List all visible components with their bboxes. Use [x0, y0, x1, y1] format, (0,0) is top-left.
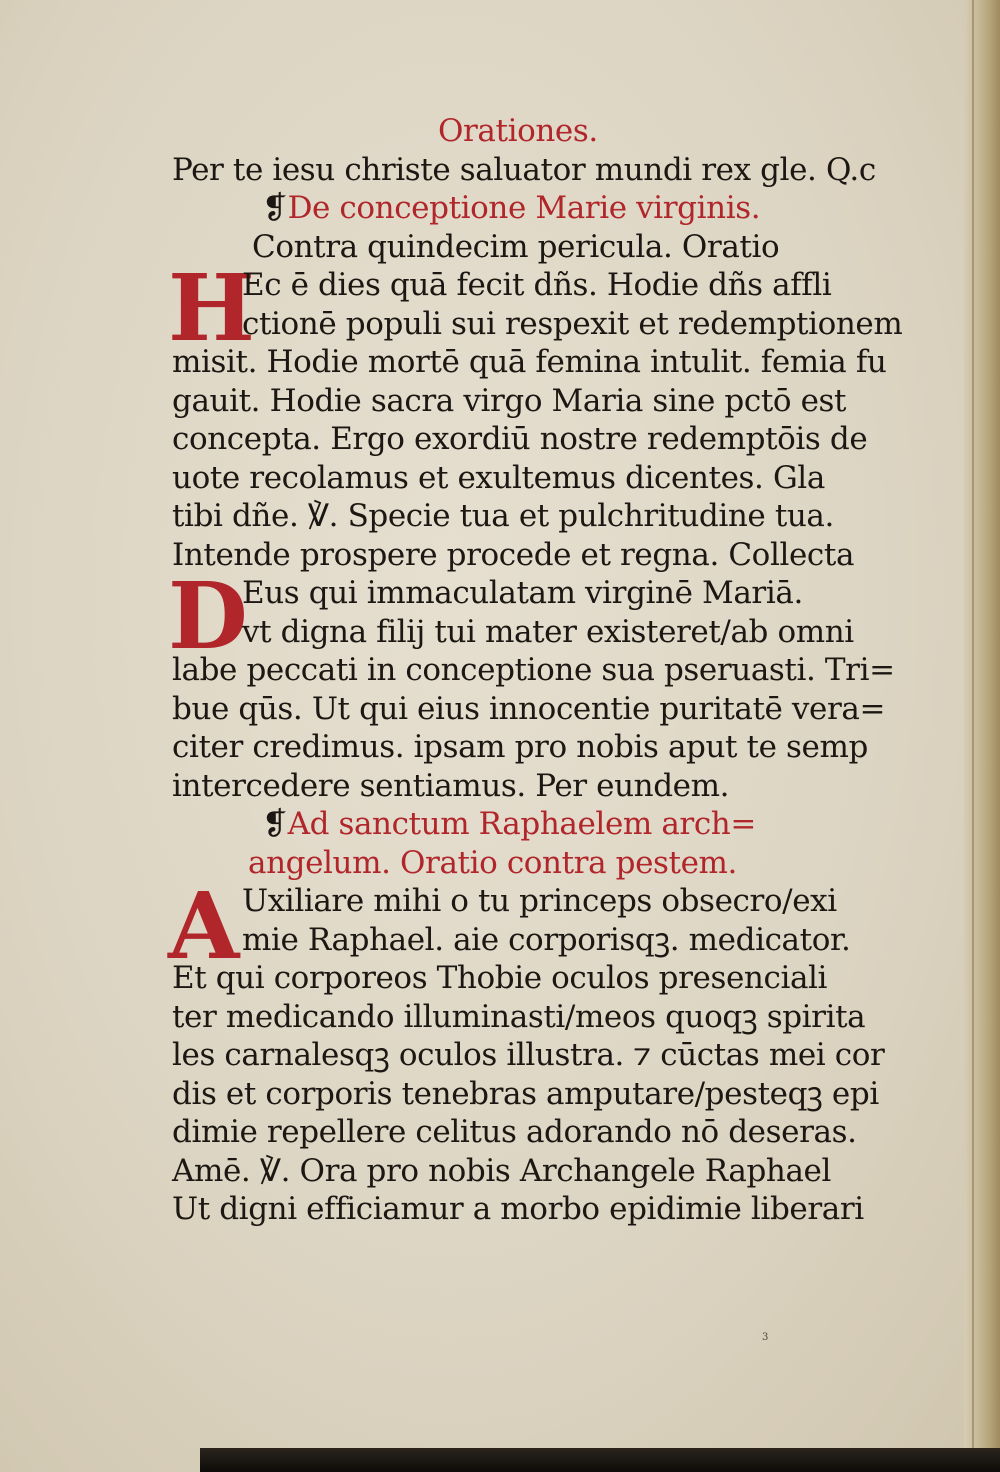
- text-line: mie Raphael. aie corporisqꝫ. medicator.: [242, 921, 851, 958]
- rubric-heading-cont: angelum. Oratio contra pestem.: [248, 844, 737, 881]
- text-line: les carnalesqꝫ oculos illustra. ⁊ cūctas mei cor: [172, 1037, 885, 1073]
- pilcrow-icon: ❡: [262, 190, 288, 226]
- text-line: intercedere sentiamus. Per eundem.: [172, 767, 730, 804]
- text-line: Ec ē dies quā fecit dñs. Hodie dñs affli: [242, 267, 832, 303]
- text-line: bue qūs. Ut qui eius innocentie puritatē vera=: [172, 690, 886, 727]
- page-mark: 3: [762, 1332, 769, 1343]
- rubric-text: Ad sanctum Raphaelem arch=: [287, 806, 756, 842]
- text-line: ter medicando illuminasti/meos quoqꝫ spirita: [172, 998, 866, 1035]
- text-line: Intende prospere procede et regna. Collecta: [172, 536, 855, 573]
- text-line: dis et corporis tenebras amputare/pesteqꝫ epi: [172, 1075, 879, 1112]
- text-line: gauit. Hodie sacra virgo Maria sine pctō est: [172, 382, 847, 419]
- initial-h: H: [168, 254, 255, 362]
- rubric-text: De conceptione Marie virginis.: [287, 190, 761, 226]
- text-line: concepta. Ergo exordiū nostre redemptōis de: [172, 421, 868, 457]
- text-line: labe peccati in conceptione sua pseruasti. Tri=: [172, 652, 895, 688]
- text-line: dimie repellere celitus adorando nō deseras.: [172, 1114, 857, 1150]
- text-line: Per te iesu christe saluator mundi rex gle. Q.c: [172, 151, 876, 188]
- text-line: Eus qui immaculatam virginē Mariā.: [242, 575, 803, 611]
- page-gutter: [964, 0, 1000, 1472]
- text-line: Ut digni efficiamur a morbo epidimie liberari: [172, 1191, 864, 1227]
- text-line: misit. Hodie mortē quā femina intulit. femia fu: [172, 344, 887, 380]
- text-block: [172, 112, 922, 1229]
- initial-a: A: [168, 872, 240, 980]
- text-line: citer credimus. ipsam pro nobis aput te semp: [172, 729, 868, 765]
- rubric-heading: [172, 805, 922, 844]
- text-line: tibi dñe. ℣. Specie tua et pulchritudine tua.: [172, 498, 834, 534]
- bottom-shadow: [200, 1448, 1000, 1472]
- rubric-heading: [172, 189, 922, 228]
- running-heading: Orationes.: [438, 113, 598, 149]
- text-line: Amē. ℣. Ora pro nobis Archangele Raphael: [172, 1152, 832, 1189]
- text-line: vt digna filij tui mater existeret/ab omni: [242, 613, 854, 650]
- text-line: Contra quindecim pericula. Oratio: [252, 228, 780, 265]
- gutter-fold: [972, 0, 974, 1472]
- text-line: Uxiliare mihi o tu princeps obsecro/exi: [242, 883, 837, 919]
- text-line: ctionē populi sui respexit et redemptionem: [242, 305, 903, 342]
- text-line: Et qui corporeos Thobie oculos presenciali: [172, 960, 828, 996]
- pilcrow-icon: ❡: [262, 806, 288, 842]
- initial-d: D: [168, 562, 248, 670]
- text-line: uote recolamus et exultemus dicentes. Gla: [172, 459, 825, 496]
